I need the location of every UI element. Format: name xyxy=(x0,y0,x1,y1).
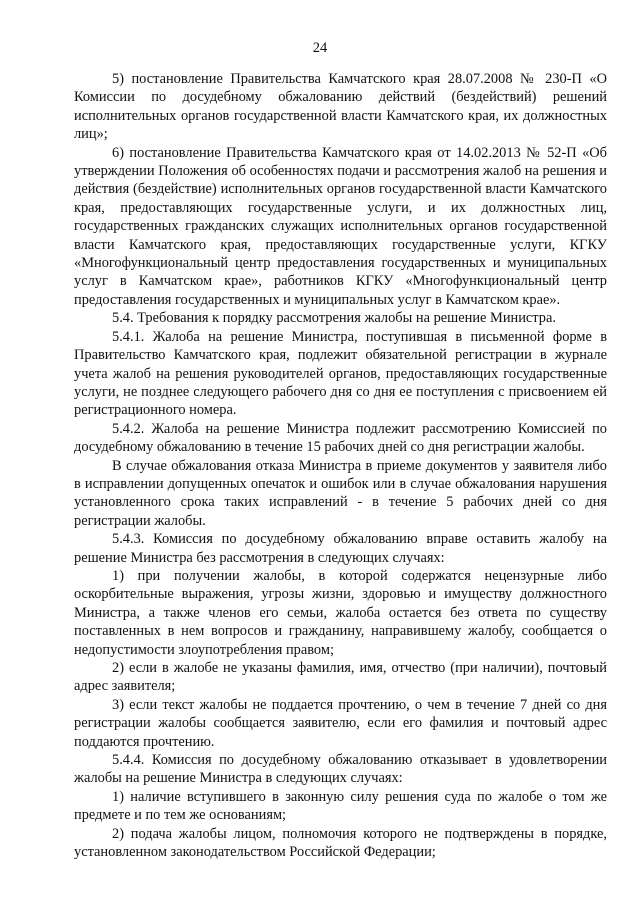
page-number: 24 xyxy=(312,40,328,56)
paragraph-5-4-4-item-2: 2) подача жалобы лицом, полномочия которого не подтверждены в порядке, установленном законодательством Российской Федерации; xyxy=(74,825,607,861)
paragraph-item-6: 6) постановление Правительства Камчатского края от 14.02.2013 № 52-П «Об утверждении Положения об особенностях подачи и рассмотрения жалоб на решения и действия (бездействие) исполнительных органов государственной власти Камчатского края, предоставляющих государственные услуги, и их должностных лиц, государственных гражданских служащих исполнительных органов государственной власти Камчатского края, предоставляющих государственные услуги, КГКУ «Многофункциональный центр предоставления государственных и муниципальных услуг в Камчатском крае», работников КГКУ «Многофункциональный центр предоставления государственных и муниципальных услуг в Камчатском крае». xyxy=(74,144,607,308)
paragraph-5-4-2-cont: В случае обжалования отказа Министра в приеме документов у заявителя либо в исправлении допущенных опечаток и ошибок или в случае обжалования нарушения установленного срока таких исправлений - в течение 5 рабочих дней со дня регистрации жалобы. xyxy=(74,457,607,529)
paragraph-5-4-4: 5.4.4. Комиссия по досудебному обжалованию отказывает в удовлетворении жалобы на решение Министра в следующих случаях: xyxy=(74,752,607,787)
paragraph-5-4-2: 5.4.2. Жалоба на решение Министра подлежит рассмотрению Комиссией по досудебному обжалованию в течение 15 рабочих дней со дня регистрации жалобы. xyxy=(74,420,607,456)
paragraph-5-4-3-item-3: 3) если текст жалобы не поддается прочтению, о чем в течение 7 дней со дня регистрации жалобы сообщается заявителю, если его фамилия и почтовый адрес поддаются прочтению. xyxy=(74,696,607,750)
document-body xyxy=(74,70,607,861)
paragraph-5-4-4-item-1: 1) наличие вступившего в законную силу решения суда по жалобе о том же предмете и по тем же основаниям; xyxy=(74,788,607,824)
section-5-4-heading: 5.4. Требования к порядку рассмотрения жалобы на решение Министра. xyxy=(112,310,556,327)
paragraph-5-4-3-item-2: 2) если в жалобе не указаны фамилия, имя, отчество (при наличии), почтовый адрес заявителя; xyxy=(74,660,607,695)
paragraph-5-4-3: 5.4.3. Комиссия по досудебному обжалованию вправе оставить жалобу на решение Министра без рассмотрения в следующих случаях: xyxy=(74,531,607,566)
paragraph-item-5: 5) постановление Правительства Камчатского края 28.07.2008 № 230-П «О Комиссии по досудебному обжалованию действий (бездействий) решений исполнительных органов государственной власти Камчатского края, их должностных лиц»; xyxy=(74,71,607,143)
paragraph-5-4-1: 5.4.1. Жалоба на решение Министра, поступившая в письменной форме в Правительство Камчатского края, подлежит обязательной регистрации в журнале учета жалоб на решения руководителей органов, предоставляющих государственные услуги, не позднее следующего рабочего дня со дня ее поступления с присвоением ей регистрационного номера. xyxy=(74,328,607,419)
paragraph-5-4-3-item-1: 1) при получении жалобы, в которой содержатся нецензурные либо оскорбительные выражения, угрозы жизни, здоровью и имуществу должностного Министра, а также членов его семьи, жалоба остается без ответа по существу поставленных в нем вопросов и гражданину, направившему жалобу, сообщается о недопустимости злоупотребления правом; xyxy=(74,567,607,658)
